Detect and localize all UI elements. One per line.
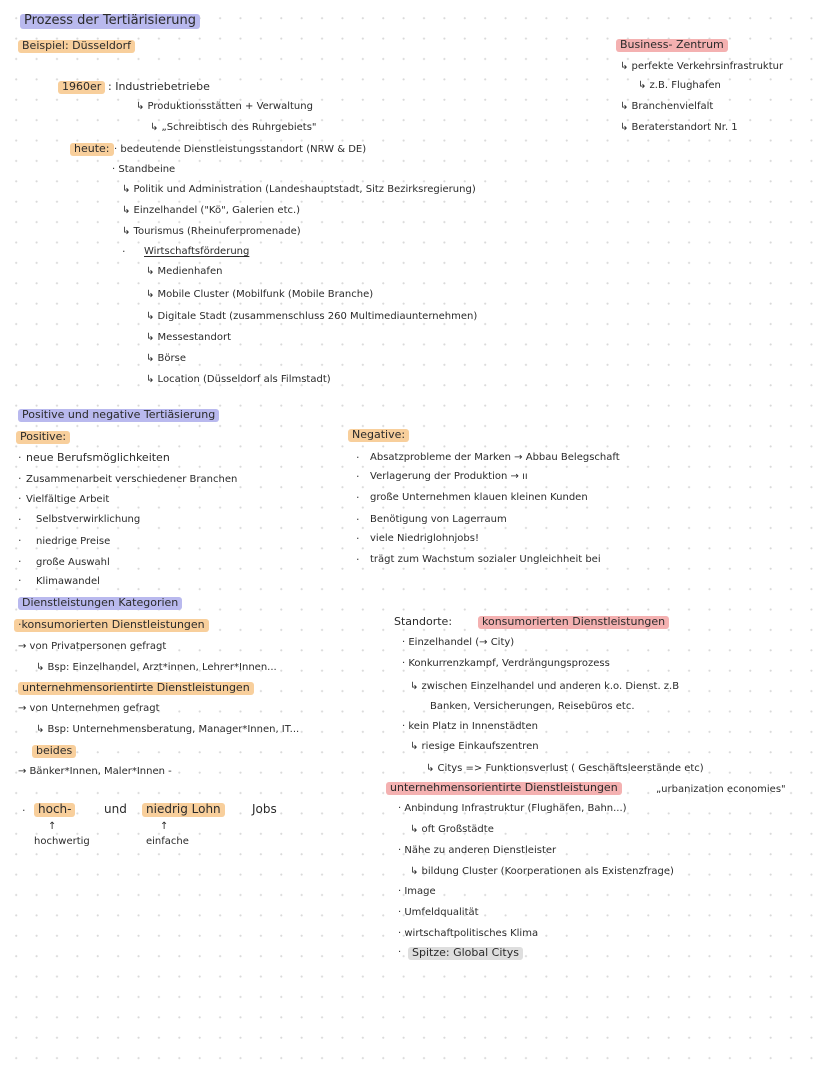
year-text: : Industriebetriebe: [108, 80, 210, 93]
up-arrow: ↑: [160, 821, 169, 832]
standorte-item: · kein Platz in Innenstädten: [402, 721, 538, 732]
untern-line: ↳ Bsp: Unternehmensberatung, Manager*Innen, IT...: [36, 724, 300, 735]
negative-item: große Unternehmen klauen kleinen Kunden: [370, 492, 588, 503]
untern-label: unternehmensorientirte Dienstleistungen: [18, 682, 254, 695]
positive-item: große Auswahl: [36, 557, 110, 568]
today-label: heute:: [70, 143, 114, 156]
pillar-item: ↳ Tourismus (Rheinuferpromenade): [122, 226, 301, 237]
history-sub: ↳ „Schreibtisch des Ruhrgebiets": [150, 122, 317, 133]
standorte-item: ↳ riesige Einkaufszentren: [410, 741, 539, 752]
urbanization-label: „urbanization economies": [656, 784, 786, 795]
standorte-item: · wirtschaftpolitisches Klima: [398, 928, 539, 939]
bullet-dot: ·: [398, 947, 402, 958]
standorte-prefix: Standorte:: [394, 615, 453, 628]
bullet-dot: ·: [18, 451, 22, 464]
bullet-dot: ·: [18, 555, 22, 568]
business-line: ↳ perfekte Verkehrsinfrastruktur: [620, 61, 784, 72]
standorte-item: · Konkurrenzkampf, Verdrängungsprozess: [402, 658, 610, 669]
bullet-dot: ·: [18, 534, 22, 547]
wf-item: ↳ Börse: [146, 353, 187, 364]
standorte-item: · Umfeldqualität: [398, 907, 479, 918]
standorte-konsum-label: konsumorierten Dienstleistungen: [478, 616, 669, 629]
standorte-item: · Anbindung Infrastruktur (Flughäfen, Bahn...): [398, 803, 627, 814]
bullet-dot: ·: [356, 491, 360, 504]
history-sub: ↳ Produktionsstätten + Verwaltung: [136, 101, 313, 112]
pillar-item: ↳ Einzelhandel ("Kö", Galerien etc.): [122, 205, 301, 216]
untern-line: → von Unternehmen gefragt: [18, 703, 160, 714]
wf-item: ↳ Messestandort: [146, 332, 232, 343]
categories-heading: Dienstleistungen Kategorien: [18, 597, 182, 610]
standorte-item: Banken, Versicherungen, Reisebüros etc.: [430, 701, 635, 712]
beides-line: → Bänker*Innen, Maler*Innen -: [18, 766, 172, 777]
wf-item: ↳ Mobile Cluster (Mobilfunk (Mobile Branche): [146, 289, 374, 300]
business-line: ↳ Branchenvielfalt: [620, 101, 714, 112]
positive-label: Positive:: [16, 431, 70, 444]
today-text: · bedeutende Dienstleistungsstandort (NRW & DE): [114, 144, 367, 155]
bullet-dot: ·: [356, 513, 360, 526]
bullet-dot: ·: [356, 532, 360, 545]
business-line: ↳ Beraterstandort Nr. 1: [620, 122, 738, 133]
positive-item: Vielfältige Arbeit: [26, 494, 110, 505]
jobs-hoch: hoch-: [34, 803, 75, 817]
standorte-item: · Image: [398, 886, 436, 897]
page-title: Prozess der Tertiärisierung: [20, 14, 200, 29]
positive-item: neue Berufsmöglichkeiten: [26, 451, 170, 464]
konsum-line: → von Privatpersonen gefragt: [18, 641, 167, 652]
wf-item: ↳ Medienhafen: [146, 266, 223, 277]
negative-item: Verlagerung der Produktion → ıı: [370, 471, 528, 482]
beides-label: beides: [32, 745, 76, 758]
bullet-dot: ·: [18, 513, 22, 526]
pillar-item: ↳ Politik und Administration (Landeshauptstadt, Sitz Bezirksregierung): [122, 184, 476, 195]
wf-item: ↳ Digitale Stadt (zusammenschluss 260 Multimediaunternehmen): [146, 311, 478, 322]
spitze-global-citys: Spitze: Global Citys: [408, 947, 523, 960]
standorte-item: · Nähe zu anderen Dienstleister: [398, 845, 557, 856]
einfache-label: einfache: [146, 836, 189, 847]
bullet-dot: ·: [18, 574, 22, 587]
standorte-item: ↳ zwischen Einzelhandel und anderen k.o. Dienst. z.B: [410, 681, 680, 692]
wf-heading: Wirtschaftsförderung: [144, 246, 250, 257]
bullet-dot: ·: [356, 470, 360, 483]
jobs-niedrig: niedrig Lohn: [142, 803, 225, 817]
negative-item: viele Niedriglohnjobs!: [370, 533, 479, 544]
standorte-item: ↳ Citys => Funktionsverlust ( Geschäftsleerstände etc): [426, 763, 704, 774]
hochwertig-label: hochwertig: [34, 836, 90, 847]
standbeine-label: · Standbeine: [112, 164, 176, 175]
negative-label: Negative:: [348, 429, 409, 442]
negative-item: Absatzprobleme der Marken → Abbau Belegschaft: [370, 452, 620, 463]
posneg-heading: Positive und negative Tertiäsierung: [18, 409, 219, 422]
bullet-dot: ·: [122, 245, 126, 258]
positive-item: niedrige Preise: [36, 536, 111, 547]
year-label: 1960er: [58, 81, 105, 94]
wf-item: ↳ Location (Düsseldorf als Filmstadt): [146, 374, 331, 385]
example-label: Beispiel: Düsseldorf: [18, 40, 135, 53]
positive-item: Selbstverwirklichung: [36, 514, 141, 525]
business-line: ↳ z.B. Flughafen: [638, 80, 721, 91]
bullet-dot: ·: [356, 553, 360, 566]
jobs-jobs: Jobs: [252, 802, 277, 816]
standorte-item: · Einzelhandel (→ City): [402, 637, 515, 648]
konsum-label: ·konsumorierten Dienstleistungen: [14, 619, 209, 632]
standorte-item: ↳ oft Großstädte: [410, 824, 494, 835]
positive-item: Klimawandel: [36, 576, 100, 587]
konsum-line: ↳ Bsp: Einzelhandel, Arzt*innen, Lehrer*Innen...: [36, 662, 277, 673]
bullet-dot: ·: [18, 472, 22, 485]
negative-item: Benötigung von Lagerraum: [370, 514, 507, 525]
bullet-dot: ·: [356, 451, 360, 464]
negative-item: trägt zum Wachstum sozialer Ungleichheit bei: [370, 554, 601, 565]
up-arrow: ↑: [48, 821, 57, 832]
positive-item: Zusammenarbeit verschiedener Branchen: [26, 474, 238, 485]
standorte-untern-label: unternehmensorientirte Dienstleistungen: [386, 782, 622, 795]
jobs-und: und: [104, 802, 127, 816]
bullet-dot: ·: [22, 804, 26, 817]
business-heading: Business- Zentrum: [616, 39, 728, 52]
standorte-item: ↳ bildung Cluster (Koorperationen als Existenzfrage): [410, 866, 674, 877]
bullet-dot: ·: [18, 492, 22, 505]
